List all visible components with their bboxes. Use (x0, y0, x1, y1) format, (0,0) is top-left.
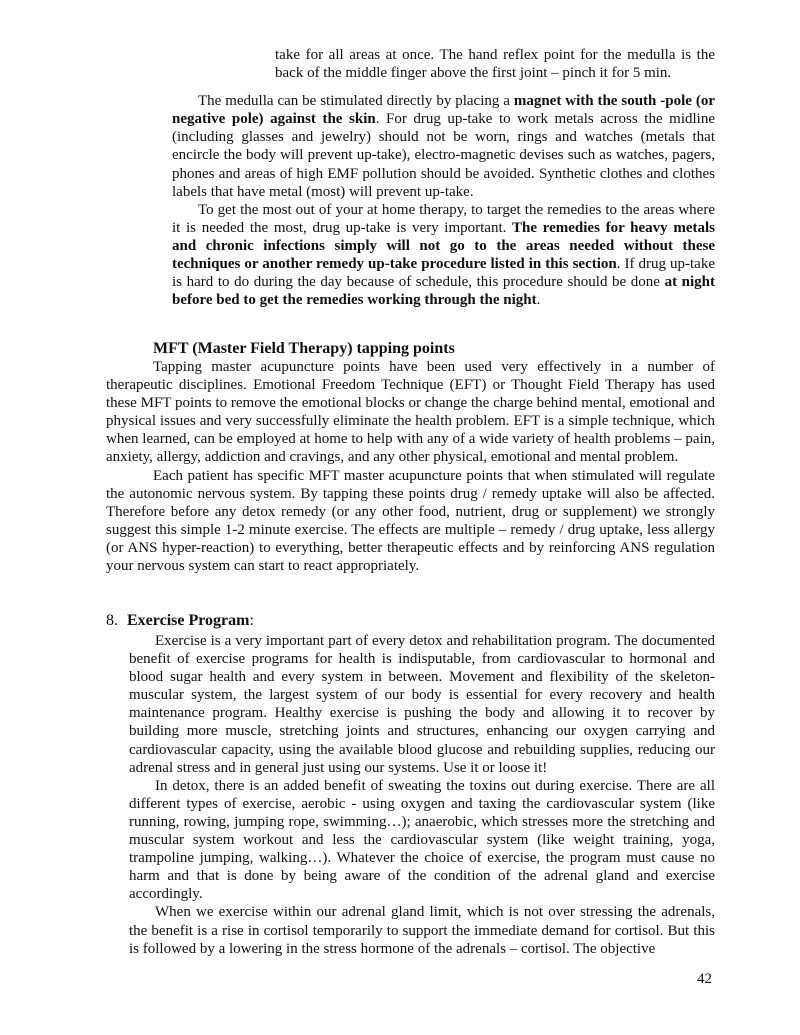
exercise-paragraph: In detox, there is an added benefit of sweating the toxins out during exercise. There are all different types of exercise, aerobic - using oxygen and taxing the cardiovascular system (like running, rowing, jumping rope, swimming…); anaerobic, which stresses more the stretching and muscular system workout and less the cardiovascular system (like weight training, yoga, trampoline jumping, walking…). Whatever the choice of exercise, the program must cause no harm and that is done by being aware of the condition of the adrenal gland and exercise accordingly. (129, 777, 715, 903)
mft-section (106, 358, 715, 575)
uptake-importance-paragraph: To get the most out of your at home therapy, to target the remedies to the areas where it is needed the most, drug up-take is very important. The remedies for heavy metals and chronic infections simply will not go to the areas needed without these techniques or another remedy up-take procedure listed in this section. If drug up-take is hard to do during the day because of schedule, this procedure should be done at night before bed to get the remedies working through the night. (172, 201, 716, 309)
exercise-paragraph: Exercise is a very important part of every detox and rehabilitation program. The documented benefit of exercise programs for health is indisputable, from cardiovascular to hormonal and blood sugar health and every system in between. Movement and flexibility of the skeleton-muscular system, the largest system of our body is essential for every recovery and health maintenance program. Healthy exercise is pushing the body and allowing it to recover by building more muscle, stretching joints and structures, enhancing our oxygen carrying and cardiovascular capacity, using the available blood glucose and rebuilding supplies, reducing our adrenal stress and in general just using our systems. Use it or loose it! (129, 633, 715, 776)
exercise-section (129, 632, 715, 958)
page-number: 42 (697, 971, 712, 987)
section-title: Exercise Program (127, 612, 250, 629)
bold-phrase: The remedies for heavy metals and chronic infections simply will not go to the areas needed without these techniques or another remedy up-take procedure listed in this section (172, 219, 715, 273)
mft-heading: MFT (Master Field Therapy) tapping points (153, 340, 455, 357)
uptake-section (172, 46, 715, 309)
mft-paragraph: Tapping master acupuncture points have been used very effectively in a number of therapeutic disciplines. Emotional Freedom Technique (EFT) or Thought Field Therapy has used these MFT points to remove the emotional blocks or change the charge behind mental, emotional and physical issues and very successfully eliminate the health problem. EFT is a simple technique, which when learned, can be employed at home to help with any of a wide variety of health problems – pain, anxiety, allergy, addiction and cravings, and any other physical, emotional and mental problem. (106, 359, 715, 466)
continuation-paragraph: take for all areas at once. The hand reflex point for the medulla is the back of the middle finger above the first joint – pinch it for 5 min. (275, 47, 715, 82)
exercise-paragraph: When we exercise within our adrenal gland limit, which is not over stressing the adrenals, the benefit is a rise in cortisol temporarily to support the immediate demand for cortisol. But this is followed by a lowering in the stress hormone of the adrenals – cortisol. The objective (129, 904, 715, 957)
exercise-heading: 8. Exercise Program: (106, 612, 254, 629)
section-number: 8. (106, 612, 118, 629)
bold-phrase: magnet with the south -pole (or negative pole) against the skin (172, 93, 716, 128)
magnet-paragraph: The medulla can be stimulated directly by placing a magnet with the south -pole (or negative pole) against the skin. For drug up-take to work metals across the midline (including glasses and jewelry) should not be worn, rings and watches (metals that encircle the body will prevent up-take), electro-magnetic devises such as watches, pagers, phones and areas of high EMF pollution should be avoided. Synthetic clothes and clothes labels that have metal (most) will prevent up-take. (172, 93, 716, 200)
mft-paragraph: Each patient has specific MFT master acupuncture points that when stimulated will regulate the autonomic nervous system. By tapping these points drug / remedy uptake will also be affected. Therefore before any detox remedy (or any other food, nutrient, drug or supplement) we strongly suggest this simple 1-2 minute exercise. The effects are multiple – remedy / drug uptake, less allergy (or ANS hyper-reaction) to everything, better therapeutic effects and by reinforcing ANS regulation your nervous system can start to react appropriately. (106, 467, 715, 575)
bold-phrase: at night before bed to get the remedies working through the night (172, 274, 716, 309)
